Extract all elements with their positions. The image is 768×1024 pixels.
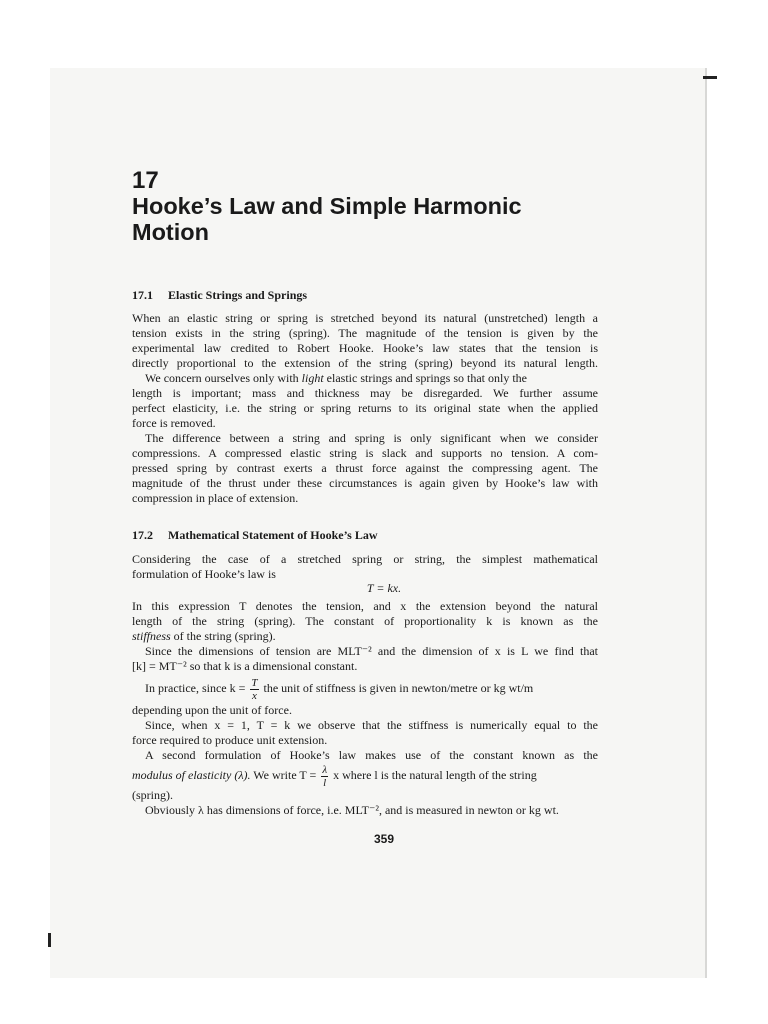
text-line: perfect elasticity, i.e. the string or spring returns to its original state when the applied	[132, 401, 598, 415]
section-number: 17.1	[132, 288, 153, 302]
text-line: compression in place of extension.	[132, 491, 299, 505]
text-line: Considering the case of a stretched spring or string, the simplest mathematical	[132, 552, 598, 566]
section-title: Mathematical Statement of Hooke’s Law	[168, 528, 378, 542]
scan-mark	[48, 933, 51, 947]
text-line: In this expression T denotes the tension, and x the extension beyond the natural	[132, 599, 598, 613]
text-line: A second formulation of Hooke’s law makes use of the constant known as the	[145, 748, 598, 762]
section-number: 17.2	[132, 528, 153, 542]
section-heading	[132, 288, 307, 302]
text-line: force required to produce unit extension.	[132, 733, 328, 747]
equation: T = kx.	[366, 581, 402, 595]
text-line: length of the string (spring). The constant of proportionality k is known as the	[132, 614, 598, 628]
text-line: tension exists in the string (spring). The magnitude of the tension is given by the	[132, 326, 598, 340]
text-line: experimental law credited to Robert Hooke. Hooke’s law states that the tension is	[132, 341, 598, 355]
page-number: 359	[373, 832, 395, 846]
text-line: directly proportional to the extension of the string (spring) beyond its natural length.	[132, 356, 598, 370]
text-line: The difference between a string and spring is only significant when we consider	[145, 431, 598, 445]
text-line: formulation of Hooke’s law is	[132, 567, 276, 581]
text-line: depending upon the unit of force.	[132, 703, 292, 717]
emphasis: light	[301, 371, 324, 385]
chapter-title-line: Hooke’s Law and Simple Harmonic	[132, 193, 522, 219]
text-line: magnitude of the thrust under these circumstances is again given by Hooke’s law with	[132, 476, 598, 490]
emphasis: modulus of elasticity (λ).	[132, 768, 251, 782]
chapter-number: 17	[132, 167, 159, 194]
text-line: [k] = MT⁻² so that k is a dimensional constant.	[132, 659, 358, 673]
chapter-title	[132, 193, 632, 245]
text-line: In practice, since k = $\frac{T}{x}$ the unit of stiffness is given in newton/metre or kg wt/m	[145, 676, 534, 702]
scan-mark	[703, 76, 717, 79]
text-line: pressed spring by contrast exerts a thrust force against the compressing agent. The	[132, 461, 598, 475]
section-heading	[132, 528, 378, 542]
text-line: Obviously λ has dimensions of force, i.e. MLT⁻², and is measured in newton or kg wt.	[145, 803, 559, 817]
fraction: $\frac{T}{x}$	[251, 676, 258, 702]
text-line: stiffness of the string (spring).	[132, 629, 276, 643]
text-line: force is removed.	[132, 416, 216, 430]
emphasis: stiffness	[132, 629, 171, 643]
fraction: $\frac{\lambda}{l}$	[322, 763, 328, 789]
text-line: length is important; mass and thickness may be disregarded. We further assume	[132, 386, 598, 400]
chapter-title-line: Motion	[132, 219, 209, 245]
text-line: We concern ourselves only with light elastic strings and springs so that only the	[145, 371, 527, 385]
text-line: compressions. A compressed elastic string is slack and supports no tension. A com-	[132, 446, 598, 460]
text-line: (spring).	[132, 788, 173, 802]
text-line: Since, when x = 1, T = k we observe that the stiffness is numerically equal to the	[145, 718, 598, 732]
text-line: Since the dimensions of tension are MLT⁻² and the dimension of x is L we find that	[145, 644, 598, 658]
text-line: When an elastic string or spring is stretched beyond its natural (unstretched) length a	[132, 311, 598, 325]
text-line: modulus of elasticity (λ). We write T = $\frac{\lambda}{l}$ x where l is the natural length of the string	[132, 763, 537, 789]
section-title: Elastic Strings and Springs	[168, 288, 308, 302]
